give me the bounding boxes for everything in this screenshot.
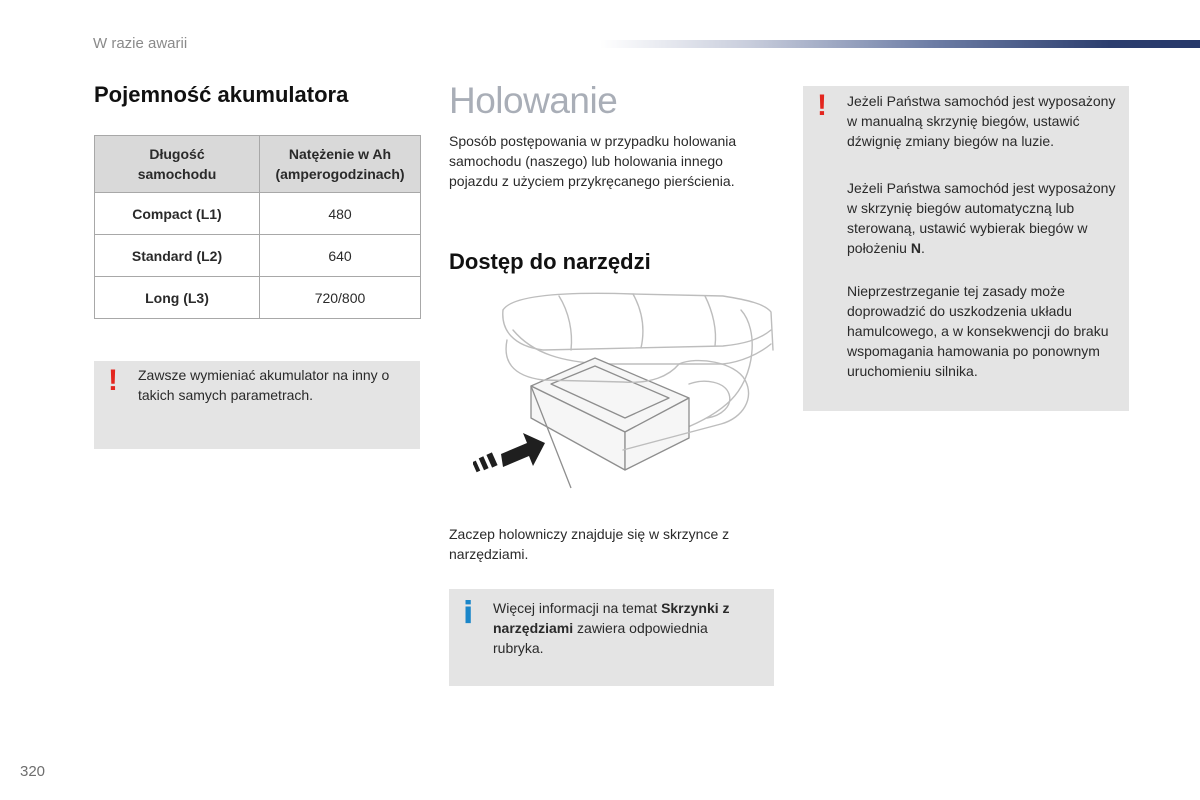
table-row xyxy=(95,277,421,319)
manual-gearbox-text: Jeżeli Państwa samochód jest wyposażony w manualną skrzynię biegów, ustawić dźwignię zmiany biegów na luzie. xyxy=(847,93,1116,149)
column-header-capacity: Natężenie w Ah (amperogodzinach) xyxy=(260,136,421,193)
table-cell-capacity: 480 xyxy=(260,193,421,235)
tools-info-note xyxy=(449,589,774,686)
exclamation-icon: ! xyxy=(108,364,118,397)
consequence-text: Nieprzestrzeganie tej zasady może doprowadzić do uszkodzenia układu hamulcowego, a w konsekwencji do braku wspomagania hamowania po ponownym uruchomieniu silnika. xyxy=(847,283,1109,379)
info-icon: i xyxy=(463,596,474,631)
automatic-gearbox-text: Jeżeli Państwa samochód jest wyposażony w skrzynię biegów automatyczną lub sterowaną, ustawić wybierak biegów w położeniu N. xyxy=(847,180,1116,256)
gearbox-warning-note xyxy=(803,86,1129,411)
neutral-position-label: N xyxy=(910,240,921,256)
tools-info-text: Więcej informacji na temat Skrzynki z narzędziami zawiera odpowiednia rubryka. xyxy=(493,600,730,656)
battery-capacity-table xyxy=(94,135,421,319)
table-row xyxy=(95,235,421,277)
towing-description: Sposób postępowania w przypadku holowania samochodu (naszego) lub holowania innego pojazdu z użyciem przykręcanego pierścienia. xyxy=(449,133,737,189)
battery-warning-note xyxy=(94,361,420,449)
table-cell-capacity: 640 xyxy=(260,235,421,277)
header-bar xyxy=(600,40,1200,48)
table-header-row xyxy=(95,136,421,193)
table-cell-model: Compact (L1) xyxy=(95,193,260,235)
battery-warning-text: Zawsze wymieniać akumulator na inny o takich samych parametrach. xyxy=(138,367,390,403)
section-header: W razie awarii xyxy=(93,35,188,52)
towing-title: Holowanie xyxy=(449,80,618,121)
page-number: 320 xyxy=(20,763,46,780)
tools-description: Zaczep holowniczy znajduje się w skrzynce z narzędziami. xyxy=(449,526,730,562)
table-row xyxy=(95,193,421,235)
table-cell-model: Long (L3) xyxy=(95,277,260,319)
column-header-vehicle-length: Długość samochodu xyxy=(95,136,260,193)
tools-access-title: Dostęp do narzędzi xyxy=(449,249,651,274)
exclamation-icon: ! xyxy=(817,89,827,122)
battery-capacity-title: Pojemność akumulatora xyxy=(94,82,349,107)
tool-box-under-seat-illustration xyxy=(473,290,777,492)
table-cell-model: Standard (L2) xyxy=(95,235,260,277)
table-cell-capacity: 720/800 xyxy=(260,277,421,319)
tools-info-link-text: Skrzynki z narzędziami xyxy=(493,600,730,636)
